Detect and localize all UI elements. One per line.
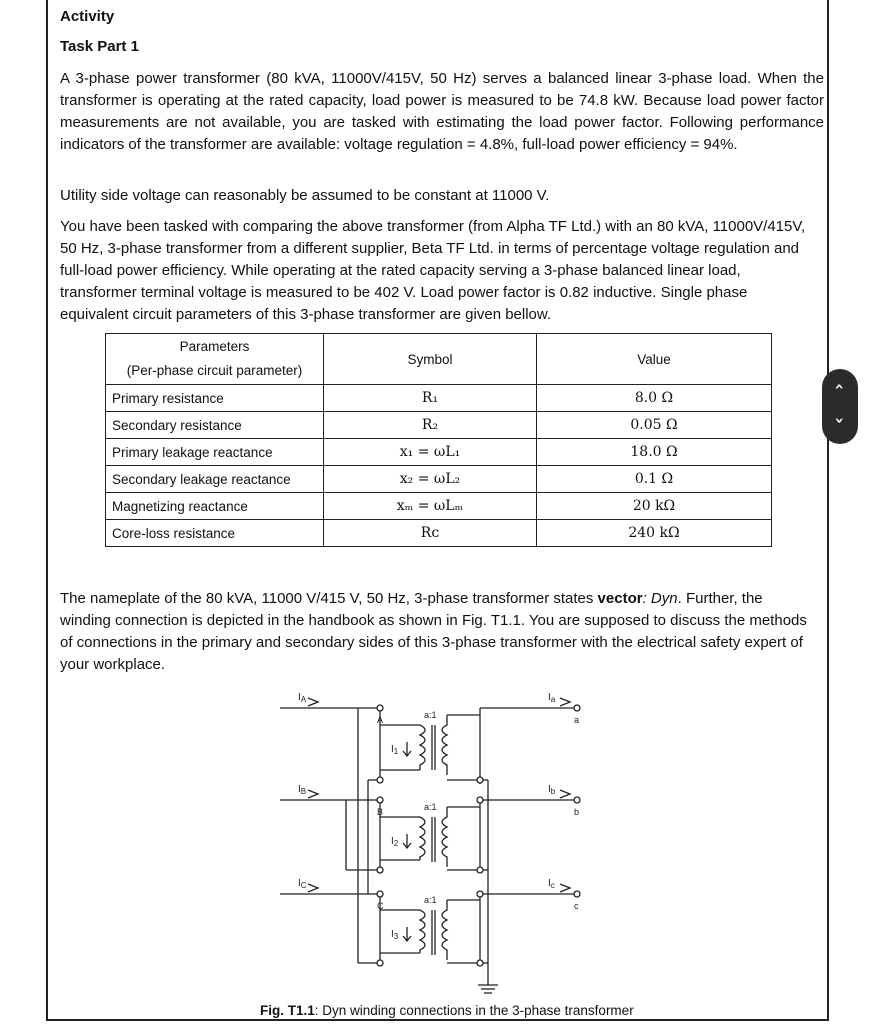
symbol-cell: Rᴄ bbox=[324, 520, 537, 547]
table-header-row bbox=[106, 334, 772, 385]
terminal-A bbox=[377, 705, 383, 711]
param-cell: Secondary leakage reactance bbox=[106, 466, 324, 493]
label-IB: $I_B$ bbox=[298, 784, 307, 796]
junction-5 bbox=[477, 891, 483, 897]
vector-keyword: vector bbox=[597, 590, 643, 607]
caption-label: Fig. T1.1 bbox=[260, 1003, 315, 1018]
table-row bbox=[106, 412, 772, 439]
secondary-coil-1 bbox=[442, 715, 447, 775]
nameplate-paragraph bbox=[60, 588, 810, 676]
label-IC: $I_C$ bbox=[298, 878, 307, 890]
label-ratio-2: a:1 bbox=[424, 802, 437, 812]
param-cell: Core-loss resistance bbox=[106, 520, 324, 547]
arrow-IB-icon bbox=[308, 790, 318, 798]
label-I1: $I_1$ bbox=[391, 744, 399, 756]
param-cell: Primary resistance bbox=[106, 385, 324, 412]
intro-paragraph bbox=[60, 68, 824, 156]
param-cell: Magnetizing reactance bbox=[106, 493, 324, 520]
arrow-Ic-icon bbox=[560, 884, 570, 892]
junction-2 bbox=[477, 867, 483, 873]
primary-coil-2 bbox=[420, 817, 425, 860]
header-parameters-line2: (Per-phase circuit parameter) bbox=[126, 363, 303, 378]
label-C: C bbox=[377, 901, 384, 911]
terminal-B bbox=[377, 797, 383, 803]
arrow-IA-icon bbox=[308, 698, 318, 706]
label-ratio-3: a:1 bbox=[424, 895, 437, 905]
label-B: B bbox=[377, 807, 384, 817]
table-row bbox=[106, 385, 772, 412]
arrow-Ib-icon bbox=[560, 790, 570, 798]
page-nav-control bbox=[822, 369, 858, 444]
symbol-cell: R₂ bbox=[324, 412, 537, 439]
vector-colon: : bbox=[642, 590, 651, 607]
terminal-a bbox=[574, 705, 580, 711]
terminal-c bbox=[574, 891, 580, 897]
label-c: c bbox=[574, 901, 579, 911]
label-a: a bbox=[574, 715, 580, 725]
arrow-IC-icon bbox=[308, 884, 318, 892]
table-row bbox=[106, 466, 772, 493]
figure-caption bbox=[260, 1003, 634, 1018]
table-row bbox=[106, 520, 772, 547]
header-parameters bbox=[106, 334, 324, 385]
utility-paragraph bbox=[60, 185, 824, 207]
symbol-cell: x₂ = ωL₂ bbox=[324, 466, 537, 493]
label-Ic: $I_c$ bbox=[548, 878, 555, 890]
arrow-I1-icon bbox=[403, 742, 411, 756]
header-value: Value bbox=[537, 334, 772, 385]
primary-coil-3 bbox=[420, 910, 425, 953]
table-row bbox=[106, 493, 772, 520]
nameplate-text bbox=[60, 588, 810, 676]
primary-coil-1 bbox=[420, 725, 425, 770]
comparison-text: You have been tasked with comparing the above transformer (from Alpha TF Ltd.) with an 80 kVA, 11000V/415V, 50 Hz, 3-phase transformer from a different supplier, Beta TF Ltd. in terms of percentage voltage regulation and full-load power efficiency. While operating at the rated capacity serving a 3-phase balanced linear load, transformer terminal voltage is measured to be 402 V. Load power factor is 0.82 inductive. Single phase equivalent circuit parameters of this 3-phase transformer are given bellow. bbox=[60, 218, 806, 323]
parameters-table bbox=[105, 333, 772, 547]
chevron-up-icon[interactable]: ‹ bbox=[830, 383, 850, 390]
label-Ib: $I_b$ bbox=[548, 784, 556, 796]
secondary-coil-3 bbox=[442, 900, 447, 960]
param-cell: Primary leakage reactance bbox=[106, 439, 324, 466]
activity-heading: Activity bbox=[60, 8, 115, 25]
value-cell: 20 kΩ bbox=[537, 493, 772, 520]
value-cell: 0.05 Ω bbox=[537, 412, 772, 439]
label-ratio-1: a:1 bbox=[424, 710, 437, 720]
intro-text: A 3-phase power transformer (80 kVA, 11000V/415V, 50 Hz) serves a balanced linear 3-phase load. When the transformer is operating at the rated capacity, load power is measured to be 74.8 kW. Because load power factor measurements are not available, you are tasked with estimating the load power factor. Following performance indicators of the transformer are available: voltage regulation = 4.8%, full-load power efficiency = 94%. bbox=[60, 70, 824, 153]
terminal-b bbox=[574, 797, 580, 803]
value-cell: 240 kΩ bbox=[537, 520, 772, 547]
junction-8 bbox=[377, 960, 383, 966]
vector-group: Dyn bbox=[650, 590, 678, 607]
junction-4 bbox=[477, 797, 483, 803]
header-symbol: Symbol bbox=[324, 334, 537, 385]
header-parameters-line1: Parameters bbox=[179, 339, 250, 354]
table-row bbox=[106, 439, 772, 466]
arrow-I3-icon bbox=[403, 927, 411, 941]
value-cell: 8.0 Ω bbox=[537, 385, 772, 412]
caption-text: : Dyn winding connections in the 3-phase transformer bbox=[314, 1003, 634, 1018]
label-Ia: $I_a$ bbox=[548, 692, 556, 704]
param-cell: Secondary resistance bbox=[106, 412, 324, 439]
nameplate-text-2: . Further, the winding connection is depicted in the handbook as shown in Fig. T1.1. You are supposed to discuss the methods of connections in the primary and secondary sides of this 3-phase transformer with the electrical safety expert of your workplace. bbox=[60, 590, 807, 673]
task-heading: Task Part 1 bbox=[60, 38, 139, 55]
label-I2: $I_2$ bbox=[391, 836, 399, 848]
label-IA: $I_A$ bbox=[298, 692, 307, 704]
value-cell: 0.1 Ω bbox=[537, 466, 772, 493]
comparison-paragraph bbox=[60, 216, 810, 326]
label-A: A bbox=[377, 715, 384, 725]
symbol-cell: x₁ = ωL₁ bbox=[324, 439, 537, 466]
junction-1 bbox=[477, 777, 483, 783]
secondary-coil-2 bbox=[442, 807, 447, 867]
label-b: b bbox=[574, 807, 580, 817]
value-cell: 18.0 Ω bbox=[537, 439, 772, 466]
nameplate-text-1: The nameplate of the 80 kVA, 11000 V/415 V, 50 Hz, 3-phase transformer states bbox=[60, 590, 598, 607]
utility-text: Utility side voltage can reasonably be assumed to be constant at 11000 V. bbox=[60, 187, 550, 204]
symbol-cell: xₘ = ωLₘ bbox=[324, 493, 537, 520]
junction-7 bbox=[377, 867, 383, 873]
terminal-C bbox=[377, 891, 383, 897]
dyn-winding-diagram bbox=[280, 680, 610, 1000]
chevron-down-icon[interactable]: › bbox=[830, 417, 850, 424]
junction-3 bbox=[477, 960, 483, 966]
symbol-cell: R₁ bbox=[324, 385, 537, 412]
arrow-I2-icon bbox=[403, 834, 411, 848]
junction-6 bbox=[377, 777, 383, 783]
arrow-Ia-icon bbox=[560, 698, 570, 706]
label-I3: $I_3$ bbox=[391, 929, 399, 941]
